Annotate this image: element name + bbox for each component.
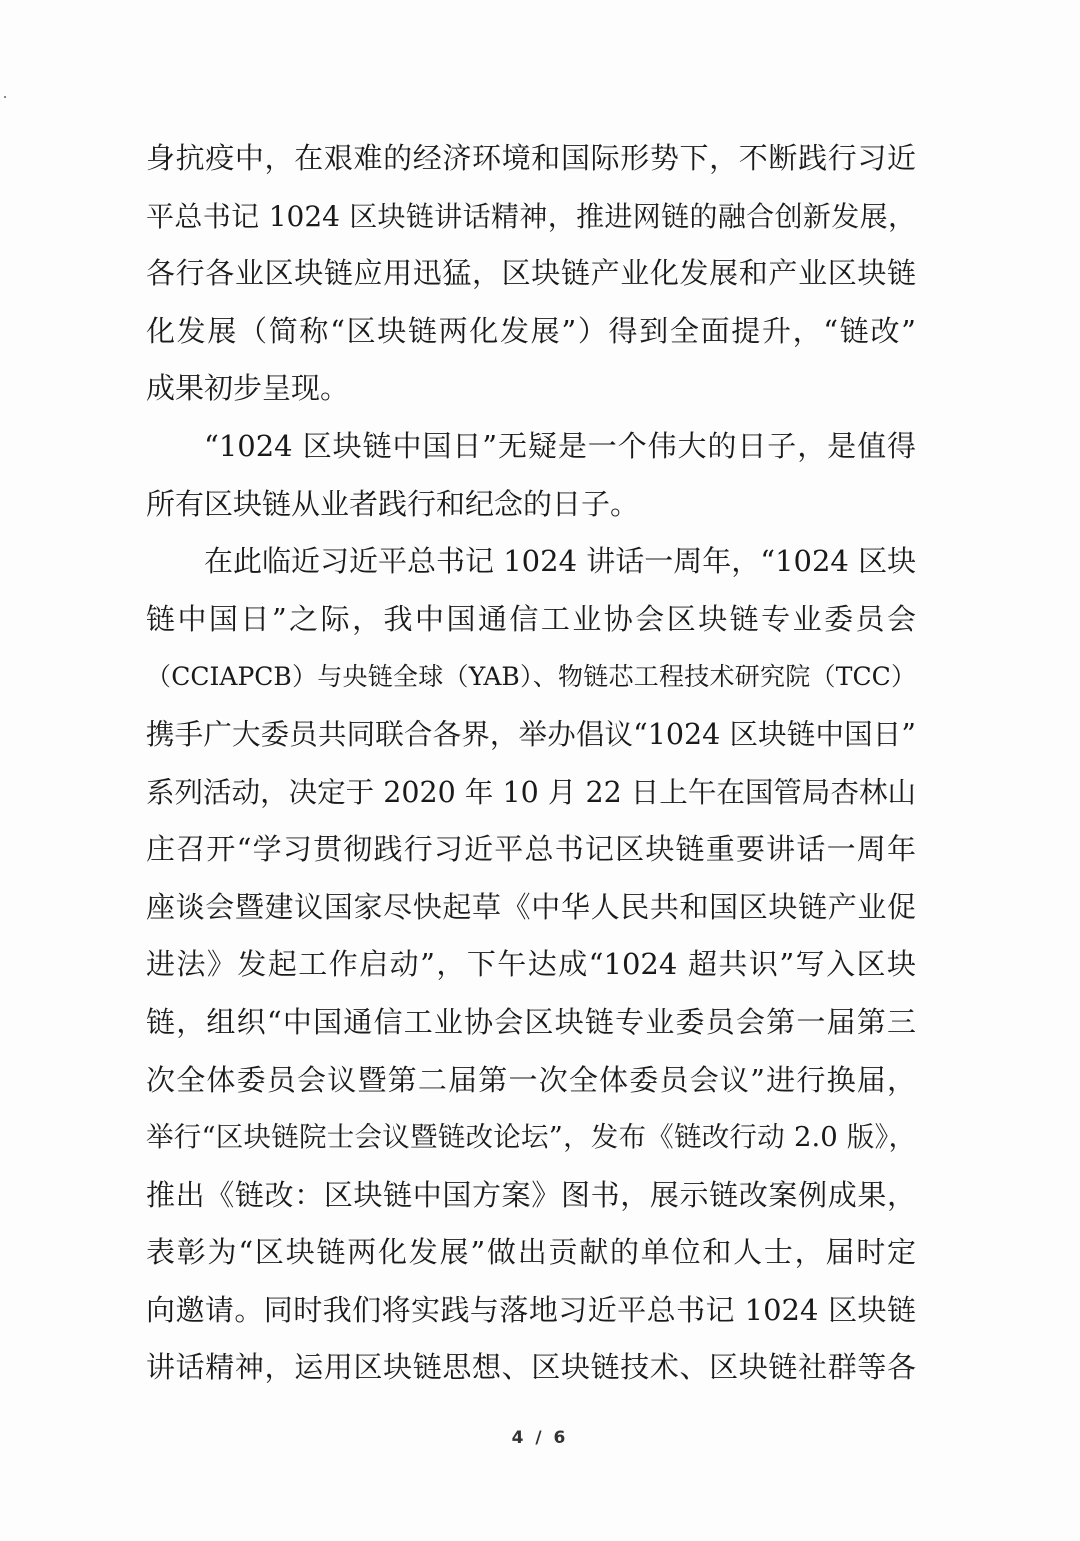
text-line: 所有区块链从业者践行和纪念的日子。 [146, 486, 640, 521]
text-line: 化发展（简称“区块链两化发展”）得到全面提升，“链改” [146, 313, 916, 348]
text-line: 成果初步呈现。 [146, 371, 350, 406]
text-line: 庄召开“学习贯彻践行习近平总书记区块链重要讲话一周年 [146, 832, 916, 867]
document-body [146, 130, 916, 1397]
paragraph [146, 130, 916, 418]
text-line: 举行“区块链院士会议暨链改论坛”，发布《链改行动 2.0 版》， [146, 1121, 916, 1154]
text-line: 系列活动，决定于 2020 年 10 月 22 日上午在国管局杏林山 [146, 775, 916, 809]
text-line: 次全体委员会议暨第二届第一次全体委员会议”进行换届， [146, 1062, 916, 1097]
text-line: 链中国日”之际，我中国通信工业协会区块链专业委员会 [146, 601, 916, 636]
text-line: 座谈会暨建议国家尽快起草《中华人民共和国区块链产业促 [146, 889, 916, 924]
text-line: 向邀请。同时我们将实践与落地习近平总书记 1024 区块链 [146, 1292, 916, 1327]
text-line: 在此临近习近平总书记 1024 讲话一周年，“1024 区块 [204, 544, 917, 579]
text-line: 讲话精神，运用区块链思想、区块链技术、区块链社群等各 [146, 1350, 916, 1385]
text-line: 进法》发起工作启动”，下午达成“1024 超共识”写入区块 [146, 947, 916, 982]
scan-artifact [4, 96, 6, 98]
text-line: “1024 区块链中国日”无疑是一个伟大的日子，是值得 [204, 428, 916, 463]
text-line: 身抗疫中，在艰难的经济环境和国际形势下，不断践行习近 [146, 141, 916, 175]
text-line: 平总书记 1024 区块链讲话精神，推进网链的融合创新发展， [146, 199, 916, 233]
text-line: 链，组织“中国通信工业协会区块链专业委员会第一届第三 [146, 1004, 916, 1039]
text-line: （CCIAPCB）与央链全球（YAB）、物链芯工程技术研究院（TCC） [146, 662, 916, 692]
paragraph [146, 533, 916, 1397]
text-line: 携手广大委员共同联合各界，举办倡议“1024 区块链中国日” [146, 717, 916, 751]
text-line: 各行各业区块链应用迅猛，区块链产业化发展和产业区块链 [146, 256, 916, 291]
text-line: 推出《链改：区块链中国方案》图书，展示链改案例成果， [146, 1177, 916, 1212]
text-line: 表彰为“区块链两化发展”做出贡献的单位和人士，届时定 [146, 1235, 916, 1270]
page-number: 4 / 6 [511, 1428, 569, 1448]
paragraph [146, 418, 916, 533]
